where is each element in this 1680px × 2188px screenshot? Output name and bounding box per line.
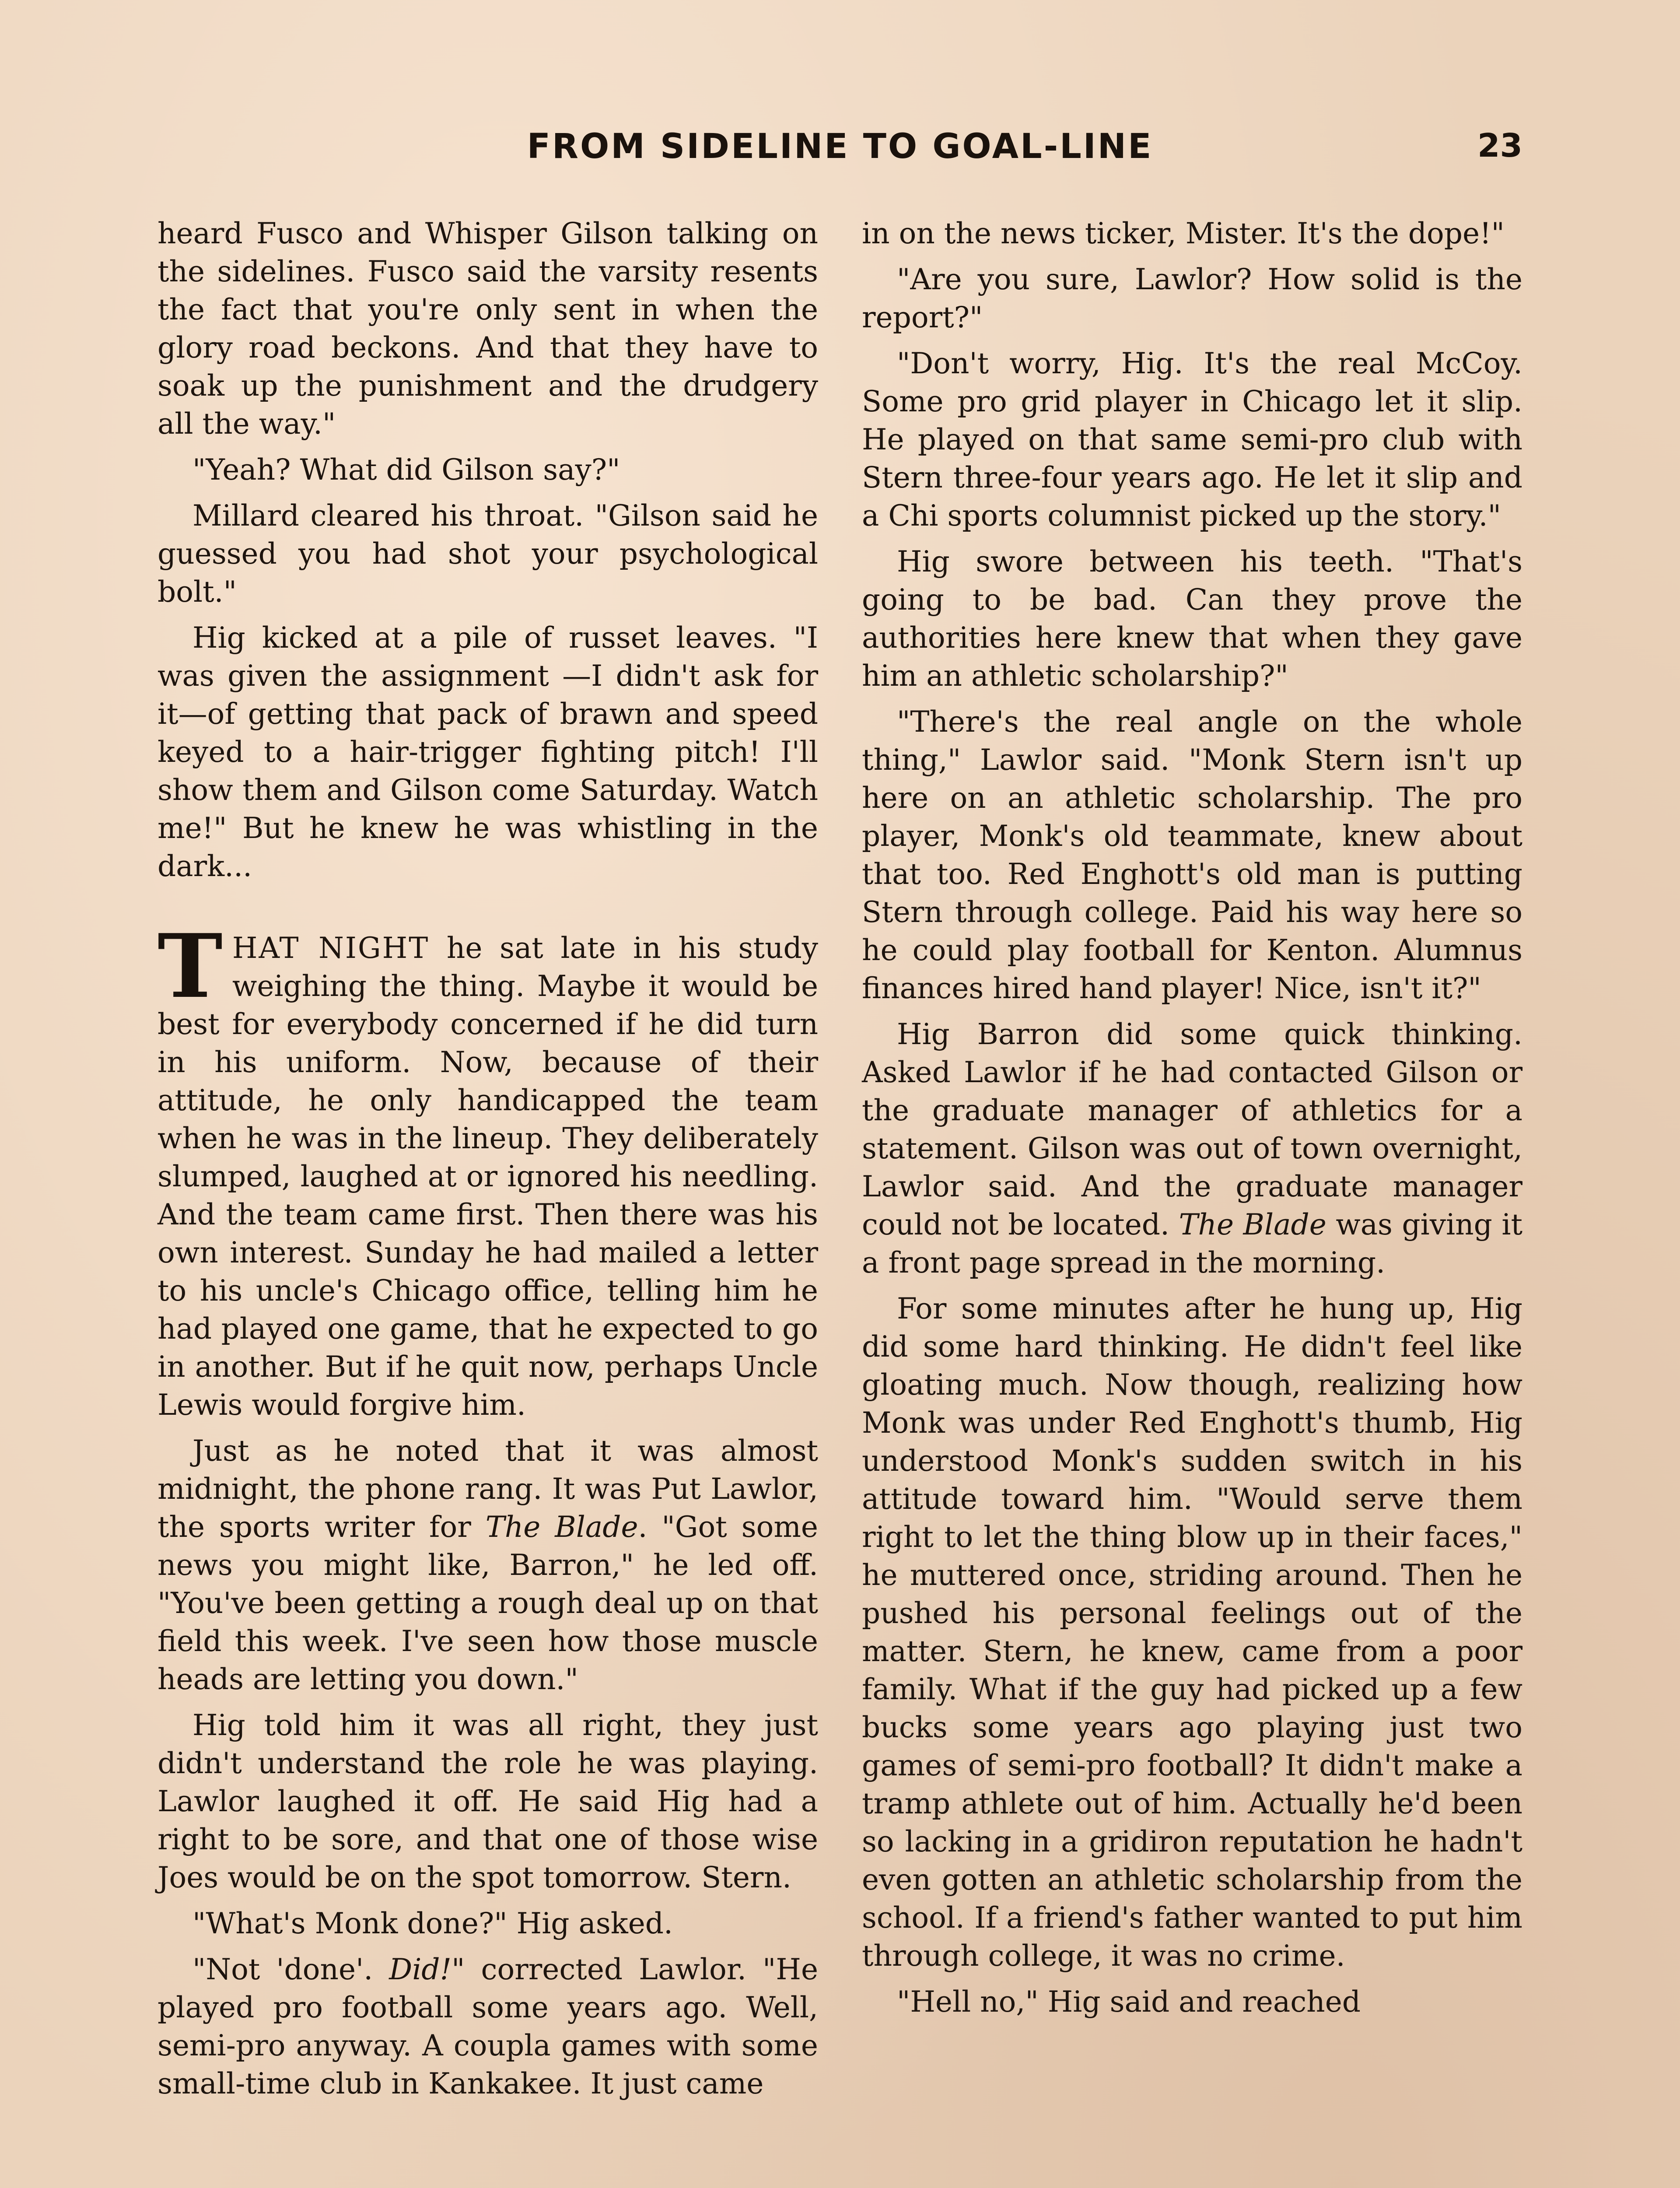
paragraph: Hig swore between his teeth. "That's going to be bad. Can they prove the authorities here knew that when they gave him an athletic scholarship?" xyxy=(862,545,1522,693)
italic-title: The Blade xyxy=(485,1510,638,1544)
section-paragraph xyxy=(158,915,818,1424)
italic-title: The Blade xyxy=(1179,1208,1326,1241)
paragraph-text: . "Got some news you might like, Barron," he led off. "You've been getting a rough deal up on that field this week. I've seen how those muscle heads are letting you down." xyxy=(158,1510,818,1696)
page-header xyxy=(158,127,1522,175)
paragraph-text: " corrected Lawlor. "He played pro football some years ago. Well, semi-pro anyway. A coupla games with some small-time club in Kankakee. It just came xyxy=(158,1953,818,2100)
lead-in-caps: HAT NIGHT xyxy=(232,931,430,965)
paragraph xyxy=(158,1432,818,1698)
right-column xyxy=(862,214,1522,2029)
paragraph: "Hell no," Hig said and reached xyxy=(897,1985,1361,2019)
paragraph: Hig kicked at a pile of russet leaves. "I was given the assignment —I didn't ask for it—of getting that pack of brawn and speed keyed to a hair-trigger fighting pitch! I'll show them and Gilson come Saturday. Watch me!" But he knew he was whistling in the dark... xyxy=(158,621,818,883)
paragraph xyxy=(158,1950,818,2103)
paragraph-text: Just as he noted that it was almost midnight, the phone rang. It was Put Lawlor, the sports writer for xyxy=(158,1434,818,1544)
paragraph: For some minutes after he hung up, Hig did some hard thinking. He didn't feel like gloating much. Now though, realizing how Monk was under Red Enghott's thumb, Hig understood Monk's sudden switch in his attitude toward him. "Would serve them right to let the thing blow up in their faces," he muttered once, striding around. Then he pushed his personal feelings out of the matter. Stern, he knew, came from a poor family. What if the guy had picked up a few bucks some years ago playing just two games of semi-pro football? It didn't make a tramp athlete out of him. Actually he'd been so lacking in a gridiron reputation he hadn't even gotten an athletic scholarship from the school. If a friend's father wanted to put him through college, it was no crime. xyxy=(862,1292,1522,1973)
running-head: FROM SIDELINE TO GOAL-LINE xyxy=(527,127,1153,166)
paragraph: in on the news ticker, Mister. It's the dope!" xyxy=(862,217,1505,250)
paragraph-text: "Not 'done'. xyxy=(192,1953,389,1986)
paragraph: "There's the real angle on the whole thing," Lawlor said. "Monk Stern isn't up here on an athletic scholarship. The pro player, Monk's old teammate, knew about that too. Red Enghott's old man is putting Stern through college. Paid his way here so he could play football for Kenton. Alumnus finances hired hand player! Nice, isn't it?" xyxy=(862,705,1522,1005)
paragraph-text: Hig Barron did some quick thinking. Asked Lawlor if he had contacted Gilson or the graduate manager of athletics for a statement. Gilson was out of town overnight, Lawlor said. And the graduate manager could not be located. xyxy=(862,1017,1522,1241)
paragraph: "What's Monk done?" Hig asked. xyxy=(192,1907,673,1940)
page-number: 23 xyxy=(1477,127,1522,165)
paragraph: "Don't worry, Hig. It's the real McCoy. Some pro grid player in Chicago let it slip. He played on that same semi-pro club with Stern three-four years ago. He let it slip and a Chi sports columnist picked up the story." xyxy=(862,347,1522,533)
paragraph xyxy=(862,1015,1522,1282)
italic-emphasis: Did! xyxy=(389,1953,452,1986)
paragraph: heard Fusco and Whisper Gilson talking on the sidelines. Fusco said the varsity resents the fact that you're only sent in when the glory road beckons. And that they have to soak up the punishment and the drudgery all the way." xyxy=(158,217,818,441)
drop-cap: T xyxy=(158,915,223,1018)
paragraph: "Yeah? What did Gilson say?" xyxy=(192,453,620,487)
paragraph: "Are you sure, Lawlor? How solid is the report?" xyxy=(862,263,1522,334)
paragraph-text: was giving it a front page spread in the morning. xyxy=(862,1208,1522,1280)
paragraph: Hig told him it was all right, they just didn't understand the role he was playing. Lawlor laughed it off. He said Hig had a right to be sore, and that one of those wise Joes would be on the spot tomorrow. Stern. xyxy=(158,1708,818,1894)
paragraph-text: he sat late in his study weighing the thing. Maybe it would be best for everybody concerned if he did turn in his uniform. Now, because of their attitude, he only handicapped the team when he was in the lineup. They deliberately slumped, laughed at or ignored his needling. And the team came first. Then there was his own interest. Sunday he had mailed a letter to his uncle's Chicago office, telling him he had played one game, that he expected to go in another. But if he quit now, perhaps Uncle Lewis would forgive him. xyxy=(158,931,818,1422)
paragraph: Millard cleared his throat. "Gilson said he guessed you had shot your psychological bolt." xyxy=(158,499,818,609)
left-column xyxy=(158,214,818,2111)
